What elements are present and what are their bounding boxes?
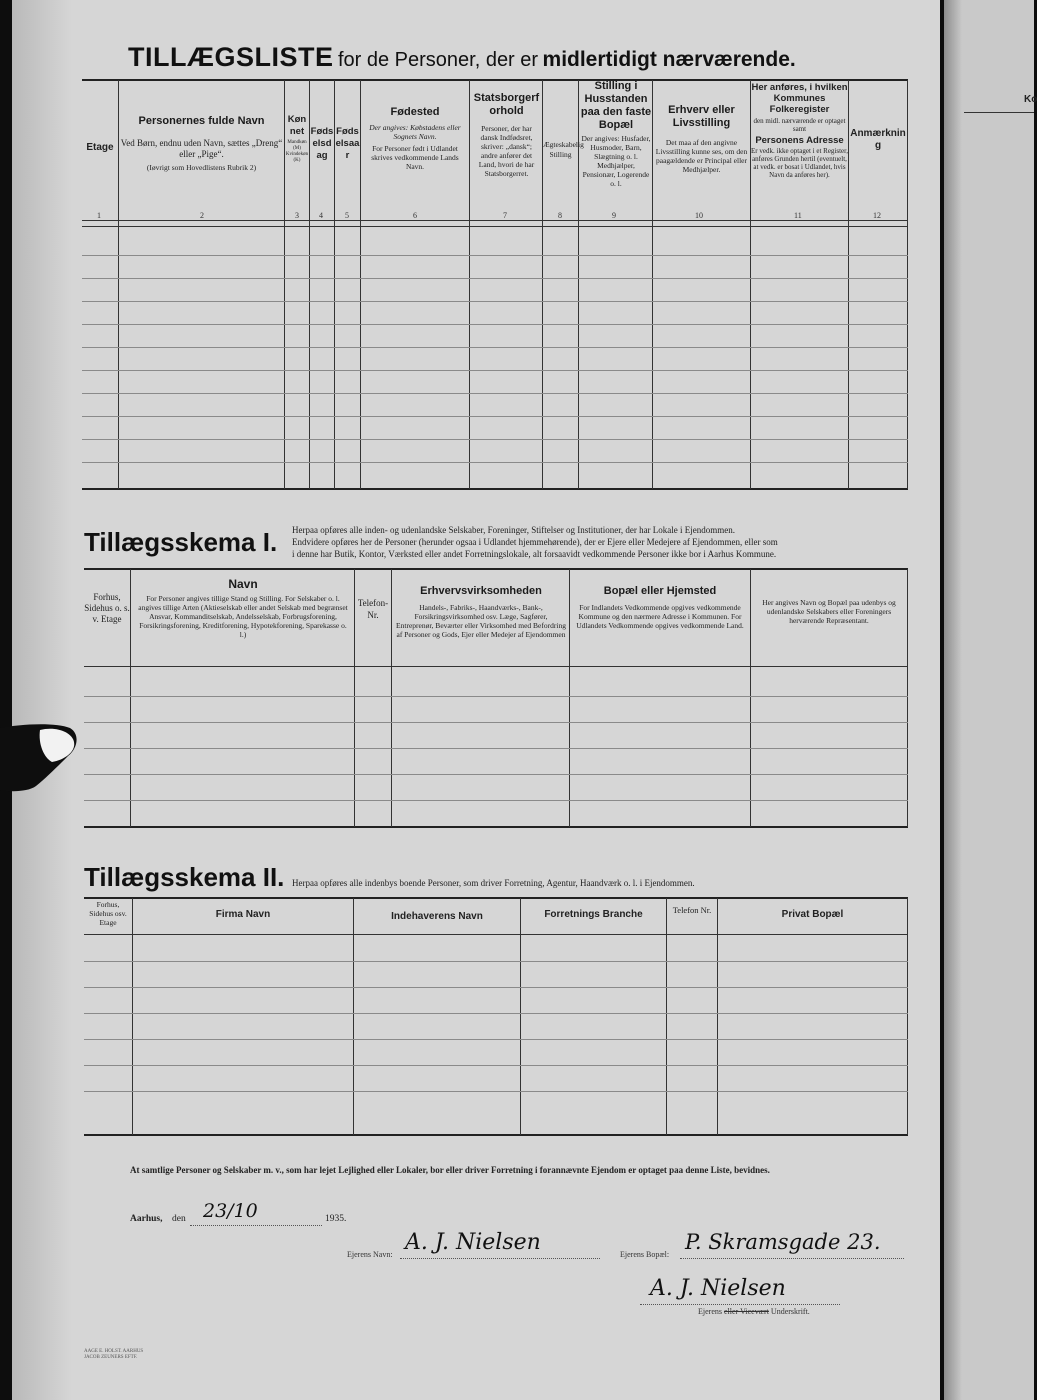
col-number-8: 8 bbox=[558, 211, 562, 220]
next-page-rule bbox=[964, 112, 1034, 113]
owner-signature-handwritten: A. J. Nielsen bbox=[650, 1276, 786, 1301]
owner-name-line bbox=[400, 1258, 600, 1259]
skema1-col-business: Erhvervsvirksomheden Handels-, Fabriks-, Haandværks-, Bank-, Forsikringsvirksomhed osv. Læge, Sagfører, Entreprenør, Beværter eller Virksomhed med Befordring af Personer og Gods, Ejer eller Medejer af Ejendommen bbox=[396, 585, 566, 639]
col-number-11: 11 bbox=[794, 211, 802, 220]
attestation-statement: At samtlige Personer og Selskaber m. v., som har lejet Lejlighed eller Lokaler, bor eller driver Forretning i forannævnte Ejendom er optaget paa denne Liste, bevidnes. bbox=[130, 1165, 770, 1175]
skema1-desc-line-3: i denne har Butik, Kontor, Værksted eller andet Forretningslokale, alt forsaavidt vedkommende Personer ikke bor i Aarhus Kommune. bbox=[292, 549, 777, 559]
owner-address-label: Ejerens Bopæl: bbox=[620, 1250, 670, 1259]
signature-label-owner: Ejerens bbox=[698, 1307, 722, 1316]
next-page-edge bbox=[944, 0, 1037, 1400]
year-label: 1935. bbox=[325, 1214, 347, 1224]
skema2-col-branch: Forretnings Branche bbox=[544, 909, 643, 920]
col-number-1: 1 bbox=[97, 211, 101, 220]
finger-shape bbox=[0, 722, 80, 792]
col-number-10: 10 bbox=[695, 211, 703, 220]
col-number-9: 9 bbox=[612, 211, 616, 220]
skema1-description bbox=[292, 524, 912, 560]
col-header-marital: Ægteskabelig Stilling bbox=[543, 140, 584, 159]
skema1-title: Tillægsskema I. bbox=[84, 527, 278, 557]
date-handwritten: 23/10 bbox=[203, 1200, 258, 1222]
col-header-occupation: Erhverv eller Livsstilling Det maa af den angivne Livsstilling kunne ses, om den paagældende er Principal eller Medhjælper. bbox=[655, 104, 748, 174]
skema1-col-name: Navn For Personer angives tillige Stand og Stilling. For Selskaber o. l. angives tillige Arten (Aktieselskab eller andet Selskab med begrænset Ansvar, Kommanditselskab, Andelsselskab, Forbrugsforening, Forsikringsforening, Kreditforening, Hypotekforening, Sparekasse o. l.) bbox=[138, 577, 348, 639]
skema1-desc-line-1: Herpaa opføres alle inden- og udenlandske Selskaber, Foreninger, Stiftelser og Institutioner, der har Lokale i Ejendommen. bbox=[292, 525, 736, 535]
title-end: midlertidigt nærværende. bbox=[542, 48, 796, 71]
owner-name-handwritten: A. J. Nielsen bbox=[405, 1230, 541, 1255]
printer-imprint-line-2: JACOB ZEUNERS EFTF. bbox=[84, 1355, 138, 1360]
book-gutter bbox=[944, 0, 962, 1400]
skema2-col-phone: Telefon Nr. bbox=[672, 905, 712, 915]
col-header-gender: Kønnet Mandkøn (M) Kvindekøn (K) bbox=[285, 114, 309, 163]
col-number-2: 2 bbox=[200, 211, 204, 220]
signature-line bbox=[640, 1304, 840, 1305]
col-header-etage: Etage bbox=[86, 142, 114, 153]
owner-address-handwritten: P. Skramsgade 23. bbox=[685, 1230, 881, 1254]
page-shadow bbox=[12, 0, 72, 1400]
skema2-col-private-address: Privat Bopæl bbox=[781, 909, 844, 920]
skema1-desc-line-2: Endvidere opføres her de Personer (herunder ogsaa i Udlandet hjemmehørende), der er Ejere eller Medejere af Ejendommen, eller som bbox=[292, 537, 778, 547]
skema1-col-representative: Her angives Navn og Bopæl paa udenbys og udenlandske Selskabers eller Foreningers herværende Repræsentant. bbox=[762, 598, 896, 625]
skema2-col-firm-name: Firma Navn bbox=[215, 909, 271, 920]
skema1-col-etage: Forhus, Sidehus o. s. v. Etage bbox=[84, 592, 130, 624]
col-number-12: 12 bbox=[873, 211, 881, 220]
col-header-household: Stilling i Husstanden paa den faste Bopæl Der angives: Husfader, Husmoder, Barn, Slægtning o. l. Medhjælper, Pensionær, Logerende o. l. bbox=[580, 80, 652, 188]
form-page bbox=[12, 0, 940, 1400]
col-header-birthday: Fødselsdag bbox=[310, 126, 334, 161]
owner-name-label: Ejerens Navn: bbox=[347, 1250, 393, 1259]
col-header-birthplace: Fødested Der angives: Købstadens eller Sognets Navn. For Personer født i Udlandet skrives vedkommende Lands Navn. bbox=[369, 106, 461, 171]
title-main: TILLÆGSLISTE bbox=[128, 42, 334, 72]
col-header-registry: Her anføres, i hvilken Kommunes Folkeregister den midl. nærværende er optaget samt Personens Adresse Er vedk. ikke optaget i et Register, anføres Grunden hertil (eventuelt, at vedk. er bosat i Udlandet, hvis Navn da anføres her). bbox=[751, 82, 848, 179]
signature-label bbox=[698, 1307, 810, 1316]
owner-address-line bbox=[680, 1258, 904, 1259]
skema2-col-etage: Forhus, Sidehus osv. Etage bbox=[89, 900, 127, 927]
skema1-col-residence: Bopæl eller Hjemsted For Indlandets Vedkommende opgives vedkommende Kommune og den nærmere Adresse i Kommunen. For Udlandets Vedkommende opgives vedkommende Land. bbox=[576, 585, 744, 630]
col-number-7: 7 bbox=[503, 211, 507, 220]
next-page-text-fragment: Ko bbox=[1024, 94, 1037, 105]
skema2-description: Herpaa opføres alle indenbys boende Personer, som driver Forretning, Agentur, Haandværk o. l. i Ejendommen. bbox=[292, 878, 695, 888]
col-header-name: Personernes fulde Navn Ved Børn, endnu uden Navn, sættes „Dreng“ eller „Pige“. (Iøvrigt som Hovedlistens Rubrik 2) bbox=[120, 115, 283, 172]
col-header-remarks: Anmærkning bbox=[850, 128, 906, 151]
printer-imprint bbox=[84, 1349, 143, 1361]
signature-label-struck: eller Vicevært bbox=[724, 1307, 769, 1316]
page-title bbox=[128, 42, 796, 73]
skema1-col-phone: Telefon-Nr. bbox=[357, 598, 389, 620]
skema2-col-owner-name: Indehaverens Navn bbox=[391, 911, 483, 922]
title-middle: for de Personer, der er bbox=[337, 49, 539, 71]
den-label: den bbox=[172, 1214, 186, 1224]
col-number-3: 3 bbox=[295, 211, 299, 220]
signature-label-end: Underskrift. bbox=[770, 1307, 810, 1316]
col-header-birthyear: Fødselsaar bbox=[335, 126, 360, 161]
col-header-citizenship: Statsborgerforhold Personer, der har dansk Indfødsret, skriver: „dansk“; andre anfører det Land, hvori de har Statsborgerret. bbox=[473, 92, 540, 178]
place-label: Aarhus, bbox=[130, 1214, 163, 1224]
col-number-6: 6 bbox=[413, 211, 417, 220]
date-line bbox=[190, 1225, 322, 1226]
skema2-title: Tillægsskema II. bbox=[84, 862, 285, 892]
col-number-5: 5 bbox=[345, 211, 349, 220]
printer-imprint-line-1: AAGE E. HOLST. AARHUS bbox=[84, 1349, 144, 1354]
col-number-4: 4 bbox=[319, 211, 323, 220]
